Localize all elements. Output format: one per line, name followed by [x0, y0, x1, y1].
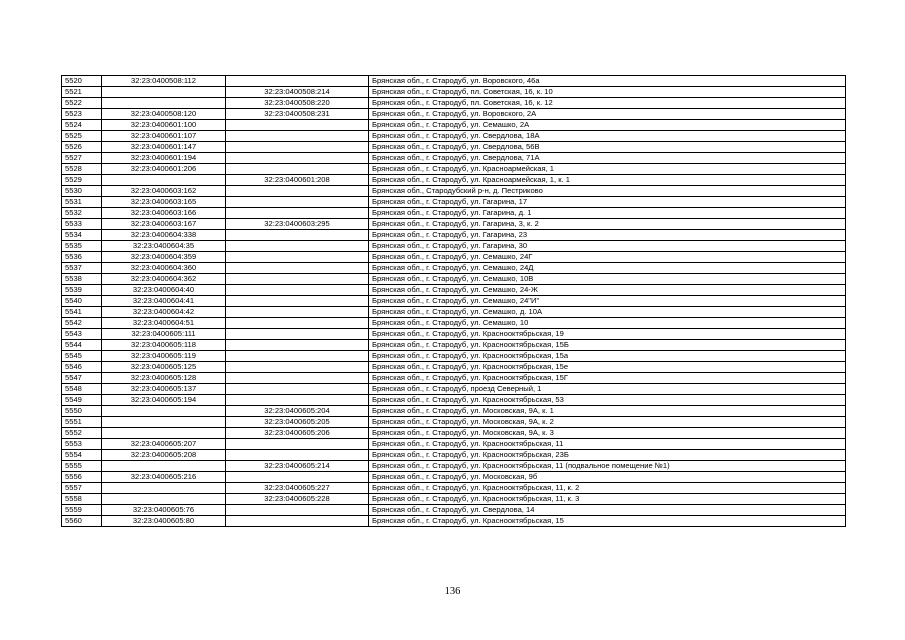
premises-cadastral-number-cell: 32:23:0400605:206 — [226, 428, 369, 439]
cadastral-number-cell — [102, 461, 226, 472]
cadastral-number-cell: 32:23:0400604:362 — [102, 274, 226, 285]
address-cell: Брянская обл., г. Стародуб, ул. Краснооктябрьская, 11 (подвальное помещение №1) — [369, 461, 846, 472]
cadastral-number-cell: 32:23:0400605:111 — [102, 329, 226, 340]
registry-table-body — [62, 76, 846, 527]
address-cell: Брянская обл., г. Стародуб, ул. Гагарина, 17 — [369, 197, 846, 208]
row-number-cell: 5526 — [62, 142, 102, 153]
table-row — [62, 417, 846, 428]
address-cell: Брянская обл., г. Стародуб, ул. Красноармейская, 1, к. 1 — [369, 175, 846, 186]
premises-cadastral-number-cell — [226, 230, 369, 241]
premises-cadastral-number-cell — [226, 351, 369, 362]
table-row — [62, 131, 846, 142]
page-number: 136 — [444, 586, 461, 597]
table-row — [62, 208, 846, 219]
address-cell: Брянская обл., г. Стародуб, ул. Воровского, 2А — [369, 109, 846, 120]
premises-cadastral-number-cell — [226, 296, 369, 307]
cadastral-number-cell — [102, 175, 226, 186]
cadastral-number-cell: 32:23:0400508:112 — [102, 76, 226, 87]
cadastral-number-cell: 32:23:0400601:206 — [102, 164, 226, 175]
table-row — [62, 175, 846, 186]
row-number-cell: 5523 — [62, 109, 102, 120]
row-number-cell: 5548 — [62, 384, 102, 395]
premises-cadastral-number-cell: 32:23:0400605:228 — [226, 494, 369, 505]
premises-cadastral-number-cell — [226, 450, 369, 461]
row-number-cell: 5550 — [62, 406, 102, 417]
address-cell: Брянская обл., г. Стародуб, ул. Семашко, 24Г — [369, 252, 846, 263]
address-cell: Брянская обл., г. Стародуб, проезд Северный, 1 — [369, 384, 846, 395]
premises-cadastral-number-cell — [226, 164, 369, 175]
table-row — [62, 263, 846, 274]
premises-cadastral-number-cell — [226, 373, 369, 384]
cadastral-number-cell: 32:23:0400604:51 — [102, 318, 226, 329]
cadastral-number-cell: 32:23:0400605:207 — [102, 439, 226, 450]
row-number-cell: 5560 — [62, 516, 102, 527]
address-cell: Брянская обл., г. Стародуб, пл. Советская, 16, к. 10 — [369, 87, 846, 98]
table-row — [62, 142, 846, 153]
cadastral-number-cell: 32:23:0400605:208 — [102, 450, 226, 461]
row-number-cell: 5525 — [62, 131, 102, 142]
table-row — [62, 241, 846, 252]
table-row — [62, 274, 846, 285]
address-cell: Брянская обл., г. Стародуб, ул. Воровского, 46а — [369, 76, 846, 87]
address-cell: Брянская обл., г. Стародуб, ул. Московская, 9А, к. 2 — [369, 417, 846, 428]
row-number-cell: 5553 — [62, 439, 102, 450]
address-cell: Брянская обл., Стародубский р-н, д. Пестриково — [369, 186, 846, 197]
cadastral-number-cell — [102, 483, 226, 494]
cadastral-number-cell: 32:23:0400604:40 — [102, 285, 226, 296]
table-row — [62, 362, 846, 373]
premises-cadastral-number-cell: 32:23:0400601:208 — [226, 175, 369, 186]
row-number-cell: 5549 — [62, 395, 102, 406]
row-number-cell: 5528 — [62, 164, 102, 175]
row-number-cell: 5551 — [62, 417, 102, 428]
cadastral-number-cell: 32:23:0400603:165 — [102, 197, 226, 208]
row-number-cell: 5537 — [62, 263, 102, 274]
table-row — [62, 153, 846, 164]
table-row — [62, 219, 846, 230]
cadastral-number-cell: 32:23:0400508:120 — [102, 109, 226, 120]
premises-cadastral-number-cell — [226, 186, 369, 197]
premises-cadastral-number-cell — [226, 76, 369, 87]
address-cell: Брянская обл., г. Стародуб, ул. Семашко, 24"И" — [369, 296, 846, 307]
premises-cadastral-number-cell — [226, 362, 369, 373]
row-number-cell: 5542 — [62, 318, 102, 329]
row-number-cell: 5524 — [62, 120, 102, 131]
premises-cadastral-number-cell: 32:23:0400508:220 — [226, 98, 369, 109]
row-number-cell: 5534 — [62, 230, 102, 241]
cadastral-number-cell: 32:23:0400604:360 — [102, 263, 226, 274]
cadastral-number-cell: 32:23:0400604:41 — [102, 296, 226, 307]
row-number-cell: 5552 — [62, 428, 102, 439]
address-cell: Брянская обл., г. Стародуб, пл. Советская, 16, к. 12 — [369, 98, 846, 109]
cadastral-number-cell: 32:23:0400604:42 — [102, 307, 226, 318]
cadastral-number-cell: 32:23:0400605:216 — [102, 472, 226, 483]
row-number-cell: 5530 — [62, 186, 102, 197]
premises-cadastral-number-cell: 32:23:0400605:227 — [226, 483, 369, 494]
row-number-cell: 5539 — [62, 285, 102, 296]
table-row — [62, 516, 846, 527]
row-number-cell: 5544 — [62, 340, 102, 351]
table-row — [62, 351, 846, 362]
premises-cadastral-number-cell: 32:23:0400605:204 — [226, 406, 369, 417]
row-number-cell: 5556 — [62, 472, 102, 483]
cadastral-number-cell — [102, 87, 226, 98]
cadastral-number-cell — [102, 494, 226, 505]
premises-cadastral-number-cell — [226, 263, 369, 274]
row-number-cell: 5535 — [62, 241, 102, 252]
address-cell: Брянская обл., г. Стародуб, ул. Гагарина, 30 — [369, 241, 846, 252]
premises-cadastral-number-cell — [226, 120, 369, 131]
cadastral-number-cell — [102, 98, 226, 109]
premises-cadastral-number-cell: 32:23:0400508:231 — [226, 109, 369, 120]
premises-cadastral-number-cell — [226, 505, 369, 516]
row-number-cell: 5546 — [62, 362, 102, 373]
address-cell: Брянская обл., г. Стародуб, ул. Краснооктябрьская, 11 — [369, 439, 846, 450]
address-cell: Брянская обл., г. Стародуб, ул. Семашко, 24-Ж — [369, 285, 846, 296]
premises-cadastral-number-cell — [226, 197, 369, 208]
table-row — [62, 384, 846, 395]
cadastral-number-cell: 32:23:0400605:76 — [102, 505, 226, 516]
premises-cadastral-number-cell — [226, 208, 369, 219]
address-cell: Брянская обл., г. Стародуб, ул. Краснооктябрьская, 53 — [369, 395, 846, 406]
address-cell: Брянская обл., г. Стародуб, ул. Семашко, 10В — [369, 274, 846, 285]
cadastral-number-cell: 32:23:0400605:128 — [102, 373, 226, 384]
cadastral-number-cell — [102, 428, 226, 439]
table-row — [62, 98, 846, 109]
premises-cadastral-number-cell — [226, 439, 369, 450]
cadastral-number-cell: 32:23:0400601:194 — [102, 153, 226, 164]
table-row — [62, 406, 846, 417]
address-cell: Брянская обл., г. Стародуб, ул. Краснооктябрьская, 15а — [369, 351, 846, 362]
address-cell: Брянская обл., г. Стародуб, ул. Семашко, 2А — [369, 120, 846, 131]
row-number-cell: 5543 — [62, 329, 102, 340]
address-cell: Брянская обл., г. Стародуб, ул. Краснооктябрьская, 19 — [369, 329, 846, 340]
cadastral-number-cell — [102, 406, 226, 417]
row-number-cell: 5531 — [62, 197, 102, 208]
premises-cadastral-number-cell: 32:23:0400603:295 — [226, 219, 369, 230]
premises-cadastral-number-cell — [226, 153, 369, 164]
table-row — [62, 307, 846, 318]
table-row — [62, 483, 846, 494]
row-number-cell: 5521 — [62, 87, 102, 98]
premises-cadastral-number-cell: 32:23:0400605:214 — [226, 461, 369, 472]
address-cell: Брянская обл., г. Стародуб, ул. Гагарина, д. 1 — [369, 208, 846, 219]
premises-cadastral-number-cell — [226, 318, 369, 329]
premises-cadastral-number-cell — [226, 131, 369, 142]
address-cell: Брянская обл., г. Стародуб, ул. Свердлова, 56В — [369, 142, 846, 153]
table-row — [62, 329, 846, 340]
row-number-cell: 5554 — [62, 450, 102, 461]
address-cell: Брянская обл., г. Стародуб, ул. Краснооктябрьская, 11, к. 2 — [369, 483, 846, 494]
address-cell: Брянская обл., г. Стародуб, ул. Семашко, д. 10А — [369, 307, 846, 318]
table-row — [62, 461, 846, 472]
row-number-cell: 5538 — [62, 274, 102, 285]
row-number-cell: 5558 — [62, 494, 102, 505]
table-row — [62, 109, 846, 120]
cadastral-number-cell: 32:23:0400604:338 — [102, 230, 226, 241]
table-row — [62, 494, 846, 505]
cadastral-number-cell: 32:23:0400605:194 — [102, 395, 226, 406]
address-cell: Брянская обл., г. Стародуб, ул. Краснооктябрьская, 11, к. 3 — [369, 494, 846, 505]
row-number-cell: 5536 — [62, 252, 102, 263]
premises-cadastral-number-cell — [226, 472, 369, 483]
table-row — [62, 472, 846, 483]
cadastral-number-cell — [102, 417, 226, 428]
address-cell: Брянская обл., г. Стародуб, ул. Свердлова, 18А — [369, 131, 846, 142]
table-row — [62, 76, 846, 87]
cadastral-number-cell: 32:23:0400605:125 — [102, 362, 226, 373]
table-row — [62, 87, 846, 98]
row-number-cell: 5557 — [62, 483, 102, 494]
address-cell: Брянская обл., г. Стародуб, ул. Краснооктябрьская, 15Б — [369, 340, 846, 351]
cadastral-number-cell: 32:23:0400601:107 — [102, 131, 226, 142]
address-cell: Брянская обл., г. Стародуб, ул. Гагарина, 23 — [369, 230, 846, 241]
cadastral-number-cell: 32:23:0400605:118 — [102, 340, 226, 351]
cadastral-number-cell: 32:23:0400605:80 — [102, 516, 226, 527]
address-cell: Брянская обл., г. Стародуб, ул. Московская, 9А, к. 3 — [369, 428, 846, 439]
row-number-cell: 5520 — [62, 76, 102, 87]
table-row — [62, 285, 846, 296]
table-row — [62, 439, 846, 450]
premises-cadastral-number-cell — [226, 285, 369, 296]
premises-cadastral-number-cell — [226, 516, 369, 527]
table-row — [62, 318, 846, 329]
cadastral-number-cell: 32:23:0400604:359 — [102, 252, 226, 263]
premises-cadastral-number-cell — [226, 252, 369, 263]
table-row — [62, 505, 846, 516]
row-number-cell: 5541 — [62, 307, 102, 318]
table-row — [62, 428, 846, 439]
table-row — [62, 252, 846, 263]
table-row — [62, 230, 846, 241]
premises-cadastral-number-cell — [226, 241, 369, 252]
address-cell: Брянская обл., г. Стародуб, ул. Семашко, 10 — [369, 318, 846, 329]
table-row — [62, 296, 846, 307]
table-row — [62, 340, 846, 351]
premises-cadastral-number-cell — [226, 395, 369, 406]
premises-cadastral-number-cell — [226, 329, 369, 340]
row-number-cell: 5555 — [62, 461, 102, 472]
address-cell: Брянская обл., г. Стародуб, ул. Московская, 9б — [369, 472, 846, 483]
row-number-cell: 5533 — [62, 219, 102, 230]
row-number-cell: 5532 — [62, 208, 102, 219]
row-number-cell: 5540 — [62, 296, 102, 307]
row-number-cell: 5529 — [62, 175, 102, 186]
address-cell: Брянская обл., г. Стародуб, ул. Краснооктябрьская, 23Б — [369, 450, 846, 461]
table-row — [62, 197, 846, 208]
premises-cadastral-number-cell — [226, 340, 369, 351]
address-cell: Брянская обл., г. Стародуб, ул. Красноармейская, 1 — [369, 164, 846, 175]
premises-cadastral-number-cell: 32:23:0400605:205 — [226, 417, 369, 428]
cadastral-number-cell: 32:23:0400605:137 — [102, 384, 226, 395]
address-cell: Брянская обл., г. Стародуб, ул. Свердлова, 14 — [369, 505, 846, 516]
premises-cadastral-number-cell — [226, 307, 369, 318]
cadastral-number-cell: 32:23:0400601:100 — [102, 120, 226, 131]
premises-cadastral-number-cell — [226, 274, 369, 285]
row-number-cell: 5522 — [62, 98, 102, 109]
cadastral-number-cell: 32:23:0400603:162 — [102, 186, 226, 197]
cadastral-number-cell: 32:23:0400603:166 — [102, 208, 226, 219]
address-cell: Брянская обл., г. Стародуб, ул. Московская, 9А, к. 1 — [369, 406, 846, 417]
address-cell: Брянская обл., г. Стародуб, ул. Краснооктябрьская, 15Г — [369, 373, 846, 384]
table-row — [62, 164, 846, 175]
table-row — [62, 373, 846, 384]
cadastral-number-cell: 32:23:0400604:35 — [102, 241, 226, 252]
row-number-cell: 5547 — [62, 373, 102, 384]
cadastral-number-cell: 32:23:0400605:119 — [102, 351, 226, 362]
address-cell: Брянская обл., г. Стародуб, ул. Семашко, 24Д — [369, 263, 846, 274]
table-row — [62, 120, 846, 131]
row-number-cell: 5527 — [62, 153, 102, 164]
table-row — [62, 450, 846, 461]
address-cell: Брянская обл., г. Стародуб, ул. Краснооктябрьская, 15 — [369, 516, 846, 527]
table-row — [62, 186, 846, 197]
address-cell: Брянская обл., г. Стародуб, ул. Краснооктябрьская, 15е — [369, 362, 846, 373]
cadastral-number-cell: 32:23:0400601:147 — [102, 142, 226, 153]
registry-table — [61, 75, 846, 527]
address-cell: Брянская обл., г. Стародуб, ул. Гагарина, 3, к. 2 — [369, 219, 846, 230]
cadastral-number-cell: 32:23:0400603:167 — [102, 219, 226, 230]
premises-cadastral-number-cell: 32:23:0400508:214 — [226, 87, 369, 98]
premises-cadastral-number-cell — [226, 384, 369, 395]
row-number-cell: 5545 — [62, 351, 102, 362]
premises-cadastral-number-cell — [226, 142, 369, 153]
table-row — [62, 395, 846, 406]
address-cell: Брянская обл., г. Стародуб, ул. Свердлова, 71А — [369, 153, 846, 164]
row-number-cell: 5559 — [62, 505, 102, 516]
